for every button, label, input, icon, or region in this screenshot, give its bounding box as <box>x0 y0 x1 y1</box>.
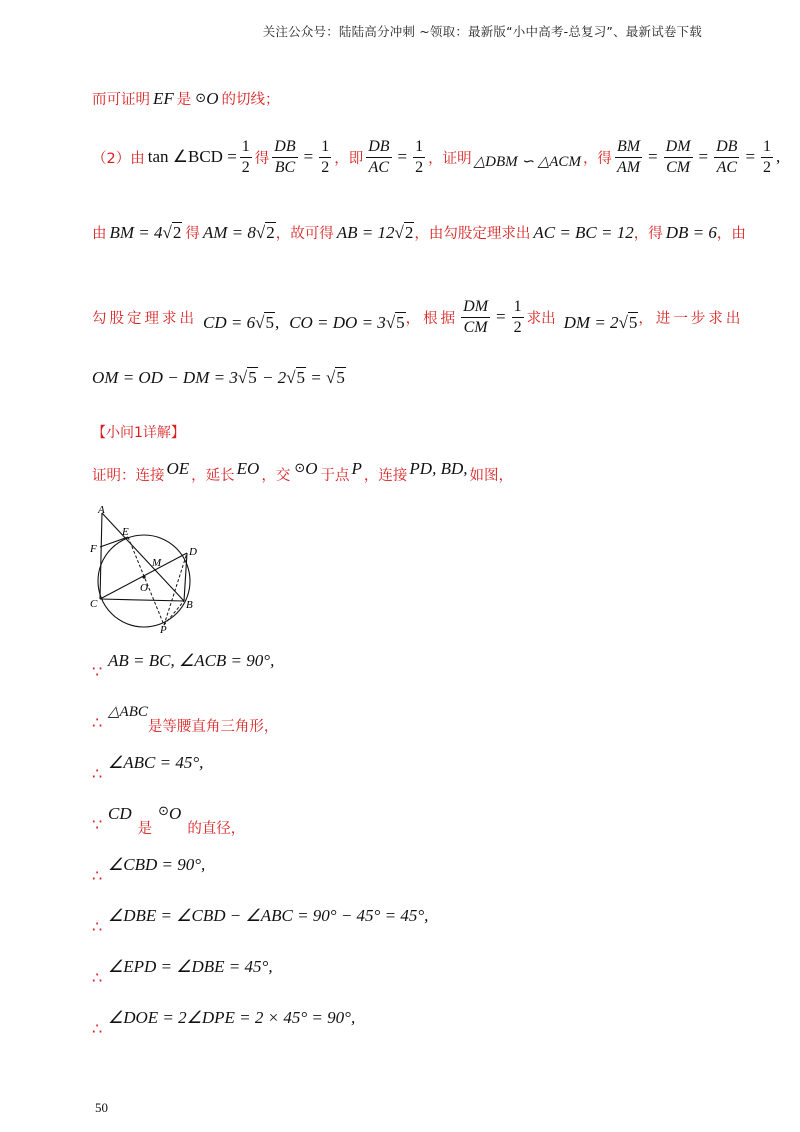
math: EF <box>153 88 174 108</box>
text: 勾股定理求出 <box>92 310 197 327</box>
geometry-figure <box>88 505 213 635</box>
text: ，由勾股定理求出 <box>414 226 531 242</box>
fraction: $\frac{DM}{CM}$ <box>665 138 691 176</box>
sqrt: √5 <box>618 313 638 333</box>
math: DM = 2 <box>563 313 619 333</box>
center-point <box>142 575 145 578</box>
text-line-2: （2）由 tan ∠BCD = $\frac{1}{2}$ 得 $\frac{DB}{BC}$ = $\frac{1}{2}$ ，即 $\frac{DB}{AC}$ = $\frac{1}{2}$ ，证明 △DBM ∽ △ACM ，得 $\frac{BM}{AM}$ = $\frac{DM}{CM}$ = $\frac{DB}{AC}$ = $\frac{1}{2}$ , <box>92 138 781 176</box>
text: ，故可得 <box>275 226 334 242</box>
math: OM = OD − DM = 3 <box>92 368 238 387</box>
segment-ac <box>100 513 102 599</box>
step-7: ∠EPD = ∠DBE = 45°, <box>108 957 273 976</box>
sqrt: √5 <box>385 313 405 333</box>
sqrt: √5 <box>286 368 306 387</box>
label-a: A <box>98 505 105 516</box>
math: O <box>206 88 219 108</box>
label-f: F <box>90 543 97 555</box>
sqrt: √2 <box>394 222 414 242</box>
math: = <box>306 368 327 387</box>
text-line-5 <box>92 368 740 388</box>
label-m: M <box>152 557 162 569</box>
text-line-4: 勾股定理求出 CD = 6 √5 , CO = DO = 3 √5 ，根据 $\frac{DM}{CM}$ = $\frac{1}{2}$ 求出 DM = 2 √5 ，进一步求出 <box>92 298 744 336</box>
text: ，证明 <box>428 150 472 167</box>
fraction: $\frac{1}{2}$ <box>513 298 522 336</box>
step-8: ∠DOE = 2∠DPE = 2 × 45° = 90°, <box>108 1008 356 1027</box>
math: CD = 6 <box>203 313 256 333</box>
text: （2）由 <box>92 150 145 167</box>
math: tan ∠BCD = <box>147 147 237 167</box>
fraction: $\frac{1}{2}$ <box>763 138 772 176</box>
text-line-1 <box>92 88 740 109</box>
fraction: $\frac{1}{2}$ <box>241 138 250 176</box>
step-1: AB = BC, ∠ACB = 90°, <box>108 651 275 670</box>
label-d: D <box>189 546 197 558</box>
text: 而可证明 <box>92 92 150 108</box>
text: 得 <box>185 226 200 242</box>
label-e: E <box>122 526 129 538</box>
step-2: △ABC 是等腰直角三角形， <box>108 704 279 735</box>
sqrt: √2 <box>162 222 182 242</box>
math: AC = BC = 12 <box>533 222 634 242</box>
math: AB = 12 <box>336 222 395 242</box>
circle-o <box>98 535 190 627</box>
fraction: $\frac{BM}{AM}$ <box>616 138 641 176</box>
therefore-symbol: ∴ <box>92 713 103 732</box>
circle-dot-symbol: ⊙ <box>195 91 207 106</box>
text: ，根据 <box>405 310 459 327</box>
text: 由 <box>92 226 107 242</box>
math: DB = 6 <box>665 222 717 242</box>
therefore-symbol: ∴ <box>92 764 103 783</box>
sqrt: √5 <box>326 368 345 387</box>
label-c: C <box>90 598 98 610</box>
sqrt: √5 <box>237 368 257 387</box>
text: ，得 <box>582 150 612 167</box>
therefore-symbol: ∴ <box>92 968 103 987</box>
fraction: $\frac{1}{2}$ <box>415 138 424 176</box>
math: − 2 <box>257 368 287 387</box>
label-b: B <box>186 599 193 611</box>
math: BM = 4 <box>109 222 163 242</box>
text: 的切线； <box>221 92 280 108</box>
text: 是 <box>176 92 192 108</box>
fraction: $\frac{DB}{BC}$ <box>274 138 296 176</box>
subquestion-heading: 【小问1详解】 <box>92 425 185 441</box>
because-symbol: ∵ <box>92 662 103 681</box>
therefore-symbol: ∴ <box>92 917 103 936</box>
fraction: $\frac{DM}{CM}$ <box>463 298 489 336</box>
text: ，进一步求出 <box>638 310 744 327</box>
step-4: CD 是 ⊙ O 的直径， <box>108 804 246 837</box>
label-o: O <box>140 582 148 594</box>
fraction: $\frac{DB}{AC}$ <box>368 138 390 176</box>
therefore-symbol: ∴ <box>92 866 103 885</box>
because-symbol: ∵ <box>92 815 103 834</box>
text: 求出 <box>526 310 556 327</box>
fraction: $\frac{DB}{AC}$ <box>716 138 738 176</box>
fraction: $\frac{1}{2}$ <box>321 138 330 176</box>
text: ，由 <box>716 226 746 242</box>
page-number: 50 <box>95 1100 108 1115</box>
step-6: ∠DBE = ∠CBD − ∠ABC = 90° − 45° = 45°, <box>108 906 429 925</box>
text: ，即 <box>334 150 364 167</box>
math: △DBM ∽ △ACM <box>473 153 581 170</box>
sqrt: √5 <box>255 313 274 333</box>
page-header: 关注公众号：陆陆高分冲刺 ~领取：最新版“小中高考-总复习”、最新试卷下载 <box>262 24 702 39</box>
math: CO = DO = 3 <box>289 313 386 333</box>
text: 得 <box>254 150 270 167</box>
proof-intro: 证明：连接 OE ，延长 EO ，交 ⊙ O 于点 P ，连接 PD, BD, 如图， <box>92 458 513 484</box>
step-5: ∠CBD = 90°, <box>108 855 206 874</box>
sqrt: √2 <box>255 222 275 242</box>
label-p: P <box>160 624 167 635</box>
therefore-symbol: ∴ <box>92 1019 103 1038</box>
math: AM = 8 <box>202 222 256 242</box>
text: ，得 <box>633 226 663 242</box>
step-3: ∠ABC = 45°, <box>108 753 204 772</box>
text-line-3 <box>92 222 746 243</box>
